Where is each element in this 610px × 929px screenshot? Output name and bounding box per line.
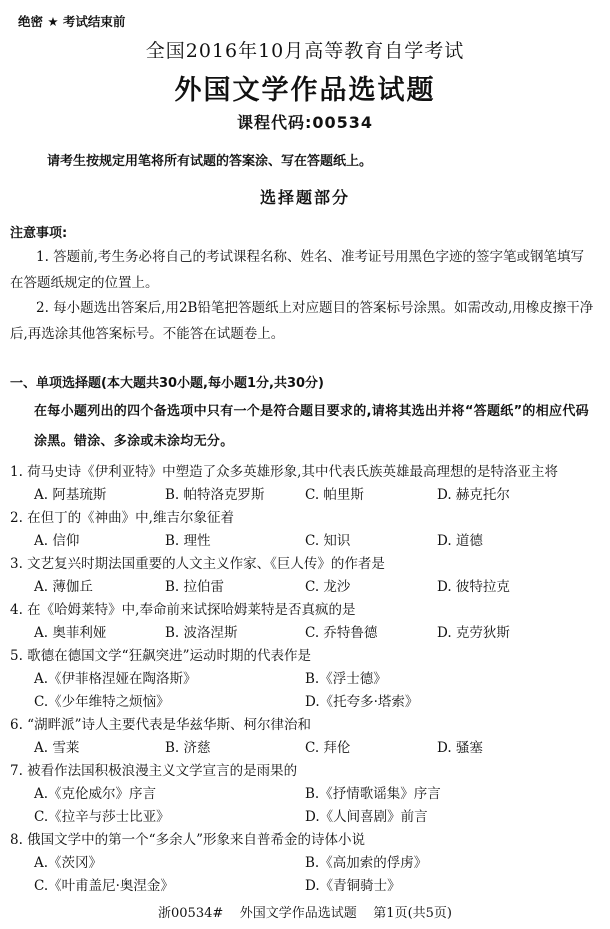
- part-description: 在每小题列出的四个备选项中只有一个是符合题目要求的,请将其选出并将“答题纸”的相应代码涂黑。错涂、多涂或未涂均无分。: [34, 404, 589, 449]
- option-a: A. 阿基琉斯: [34, 487, 107, 503]
- option-c: C.《叶甫盖尼·奥涅金》: [34, 878, 174, 894]
- question-stem: 1. 荷马史诗《伊利亚特》中塑造了众多英雄形象,其中代表氏族英雄最高理想的是特洛亚主将: [10, 464, 558, 480]
- option-b: B.《抒情歌谣集》序言: [305, 786, 441, 802]
- option-a: A. 雪莱: [34, 740, 80, 756]
- option-c: C. 乔特鲁德: [305, 625, 378, 641]
- option-a: A.《克伦威尔》序言: [34, 786, 157, 802]
- note-item-1: 1. 答题前,考生务必将自己的考试课程名称、姓名、准考证号用黑色字迹的签字笔或钢笔填写在答题纸规定的位置上。: [10, 249, 584, 291]
- option-b: B.《浮士德》: [305, 671, 387, 687]
- question-stem: 2. 在但丁的《神曲》中,维吉尔象征着: [10, 510, 234, 526]
- confidential-label: 绝密 ★ 考试结束前: [18, 14, 126, 29]
- option-c: C. 知识: [305, 533, 351, 549]
- option-d: D. 赫克托尔: [437, 487, 510, 503]
- option-d: D. 克劳狄斯: [437, 625, 510, 641]
- course-code: 课程代码:00534: [236, 113, 374, 132]
- part-heading: 一、单项选择题(本大题共30小题,每小题1分,共30分): [10, 376, 324, 391]
- option-b: B. 帕特洛克罗斯: [165, 487, 265, 503]
- exam-title: 全国2016年10月高等教育自学考试: [145, 40, 465, 62]
- page-footer: 浙00534# 外国文学作品选试题 第1页(共5页): [158, 906, 452, 921]
- paper-title: 外国文学作品选试题: [174, 75, 436, 106]
- option-c: C. 龙沙: [305, 579, 351, 595]
- option-d: D. 骚塞: [437, 740, 483, 756]
- option-a: A. 奥菲利娅: [34, 625, 107, 641]
- option-b: B. 济慈: [165, 740, 211, 756]
- option-d: D.《托夸多·塔索》: [305, 694, 419, 710]
- question-stem: 5. 歌德在德国文学“狂飙突进”运动时期的代表作是: [10, 648, 311, 664]
- note-item-2: 2. 每小题选出答案后,用2B铅笔把答题纸上对应题目的答案标号涂黑。如需改动,用橡皮擦干净后,再选涂其他答案标号。不能答在试题卷上。: [10, 300, 594, 342]
- notes-heading: 注意事项:: [10, 226, 68, 241]
- option-c: C. 帕里斯: [305, 487, 364, 503]
- option-d: D. 彼特拉克: [437, 579, 510, 595]
- option-c: C.《拉辛与莎士比亚》: [34, 809, 170, 825]
- option-a: A. 信仰: [34, 533, 80, 549]
- question-stem: 7. 被看作法国积极浪漫主义文学宣言的是雨果的: [10, 763, 298, 779]
- option-c: C. 拜伦: [305, 740, 351, 756]
- option-b: B. 拉伯雷: [165, 579, 225, 595]
- option-a: A. 薄伽丘: [34, 579, 93, 595]
- option-a: A.《伊菲格涅娅在陶洛斯》: [34, 671, 197, 687]
- option-b: B. 理性: [165, 533, 211, 549]
- section-title: 选择题部分: [259, 188, 350, 207]
- option-d: D.《青铜骑士》: [305, 878, 401, 894]
- option-c: C.《少年维特之烦恼》: [34, 694, 170, 710]
- question-stem: 4. 在《哈姆莱特》中,奉命前来试探哈姆莱特是否真疯的是: [10, 602, 356, 618]
- option-d: D.《人间喜剧》前言: [305, 809, 428, 825]
- question-stem: 3. 文艺复兴时期法国重要的人文主义作家、《巨人传》的作者是: [10, 556, 385, 572]
- option-a: A.《茨冈》: [34, 855, 103, 871]
- option-d: D. 道德: [437, 533, 483, 549]
- option-b: B. 波洛涅斯: [165, 625, 238, 641]
- question-stem: 8. 俄国文学中的第一个“多余人”形象来自普希金的诗体小说: [10, 832, 365, 848]
- question-stem: 6. “湖畔派”诗人主要代表是华兹华斯、柯尔律治和: [10, 717, 311, 733]
- option-b: B.《高加索的俘虏》: [305, 855, 428, 871]
- answer-instruction: 请考生按规定用笔将所有试题的答案涂、写在答题纸上。: [47, 154, 373, 169]
